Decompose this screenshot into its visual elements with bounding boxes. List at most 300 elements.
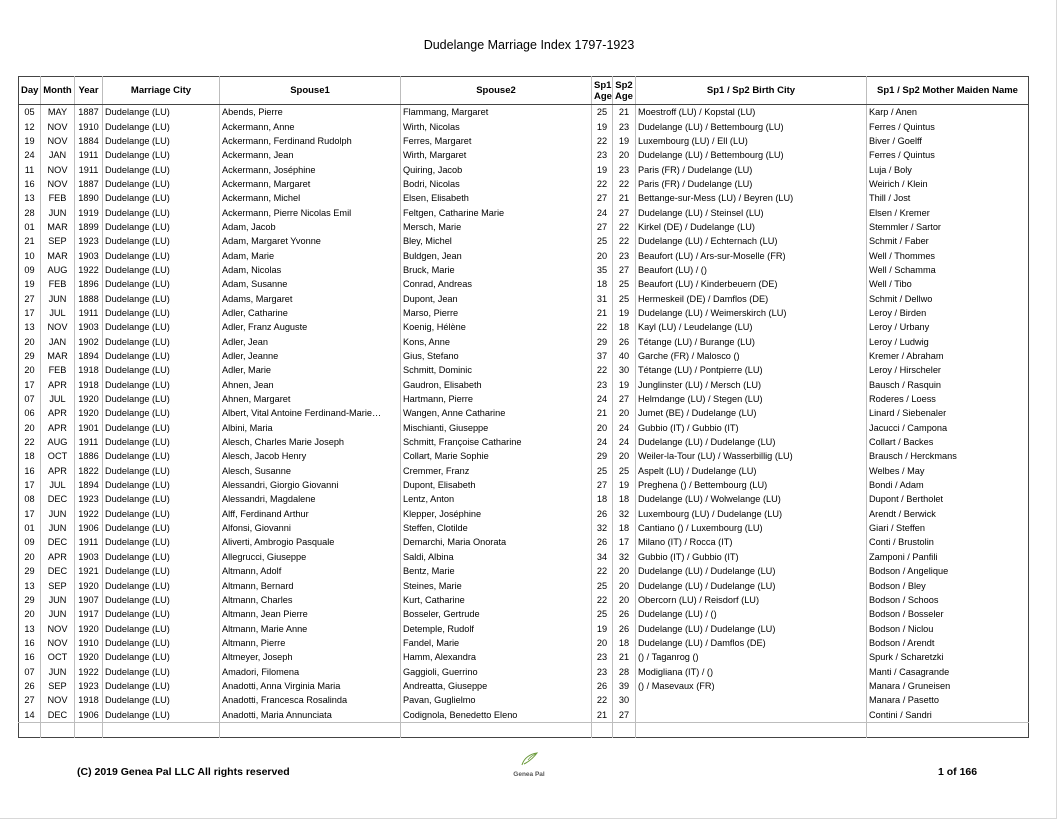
table-row bbox=[19, 363, 1029, 377]
cell-sp1-age: 24 bbox=[592, 205, 613, 219]
cell-marriage-city: Dudelange (LU) bbox=[103, 177, 220, 191]
table-row bbox=[19, 335, 1029, 349]
cell-sp1-age: 27 bbox=[592, 191, 613, 205]
cell-sp2-age: 20 bbox=[613, 148, 636, 162]
cell-year: 1920 bbox=[75, 578, 103, 592]
cell-spouse1: Anadotti, Francesca Rosalinda bbox=[220, 693, 401, 707]
cell-year: 1901 bbox=[75, 421, 103, 435]
cell-spouse1: Altmann, Pierre bbox=[220, 636, 401, 650]
cell-year: 1903 bbox=[75, 550, 103, 564]
cell-year: 1911 bbox=[75, 148, 103, 162]
cell-month: APR bbox=[41, 378, 75, 392]
cell-marriage-city: Dudelange (LU) bbox=[103, 478, 220, 492]
cell-birth-city: Dudelange (LU) / () bbox=[636, 607, 867, 621]
cell-birth-city: Dudelange (LU) / Dudelange (LU) bbox=[636, 435, 867, 449]
cell-spouse1: Ackermann, Anne bbox=[220, 119, 401, 133]
cell-sp2-age: 22 bbox=[613, 234, 636, 248]
cell-year: 1920 bbox=[75, 392, 103, 406]
cell-sp1-age: 27 bbox=[592, 220, 613, 234]
cell-year: 1887 bbox=[75, 105, 103, 120]
cell-marriage-city: Dudelange (LU) bbox=[103, 335, 220, 349]
cell-spouse2: Lentz, Anton bbox=[401, 492, 592, 506]
cell-spouse1: Adam, Nicolas bbox=[220, 263, 401, 277]
cell-day: 12 bbox=[24, 121, 35, 132]
cell-sp1-age: 24 bbox=[592, 435, 613, 449]
cell-sp2-age: 17 bbox=[613, 535, 636, 549]
cell-mother-maiden: Giari / Steffen bbox=[867, 521, 1029, 535]
cell-day: 16 bbox=[24, 652, 35, 663]
header-sp2-age-line2: Age bbox=[615, 90, 633, 102]
cell-sp2-age: 30 bbox=[613, 363, 636, 377]
cell-month: FEB bbox=[41, 191, 75, 205]
cell-spouse2: Steffen, Clotilde bbox=[401, 521, 592, 535]
cell-sp2-age: 30 bbox=[613, 693, 636, 707]
cell-year: 1918 bbox=[75, 363, 103, 377]
cell-birth-city: Moestroff (LU) / Kopstal (LU) bbox=[636, 105, 867, 120]
cell-mother-maiden: Manti / Casagrande bbox=[867, 664, 1029, 678]
cell-birth-city: Dudelange (LU) / Echternach (LU) bbox=[636, 234, 867, 248]
cell-year: 1920 bbox=[75, 650, 103, 664]
cell-birth-city: Hermeskeil (DE) / Damflos (DE) bbox=[636, 291, 867, 305]
cell-sp1-age: 22 bbox=[592, 177, 613, 191]
cell-sp2-age: 23 bbox=[613, 119, 636, 133]
header-sp1-age bbox=[592, 77, 613, 105]
cell-year: 1890 bbox=[75, 191, 103, 205]
cell-sp2-age: 18 bbox=[613, 636, 636, 650]
cell-birth-city bbox=[636, 693, 867, 707]
cell-year: 1886 bbox=[75, 449, 103, 463]
cell-spouse2: Andreatta, Giuseppe bbox=[401, 679, 592, 693]
cell-marriage-city: Dudelange (LU) bbox=[103, 378, 220, 392]
cell-sp1-age: 24 bbox=[592, 392, 613, 406]
cell-year: 1920 bbox=[75, 406, 103, 420]
cell-day: 29 bbox=[24, 594, 35, 605]
cell-marriage-city: Dudelange (LU) bbox=[103, 564, 220, 578]
cell-month: DEC bbox=[41, 707, 75, 722]
cell-month: NOV bbox=[41, 119, 75, 133]
cell-marriage-city: Dudelange (LU) bbox=[103, 119, 220, 133]
cell-birth-city: Kirkel (DE) / Dudelange (LU) bbox=[636, 220, 867, 234]
cell-marriage-city: Dudelange (LU) bbox=[103, 320, 220, 334]
cell-sp2-age: 20 bbox=[613, 578, 636, 592]
cell-mother-maiden: Leroy / Urbany bbox=[867, 320, 1029, 334]
cell-spouse2: Klepper, Joséphine bbox=[401, 507, 592, 521]
cell-day: 26 bbox=[24, 680, 35, 691]
table-row bbox=[19, 679, 1029, 693]
cell-spouse2: Mersch, Marie bbox=[401, 220, 592, 234]
cell-spouse2: Bley, Michel bbox=[401, 234, 592, 248]
page-number: 1 of 166 bbox=[938, 766, 978, 778]
cell-year: 1923 bbox=[75, 492, 103, 506]
cell-spouse1: Anadotti, Anna Virginia Maria bbox=[220, 679, 401, 693]
page-title: Dudelange Marriage Index 1797-1923 bbox=[423, 38, 635, 52]
cell-sp1-age: 26 bbox=[592, 507, 613, 521]
cell-empty bbox=[592, 722, 613, 737]
table-row bbox=[19, 664, 1029, 678]
cell-month: SEP bbox=[41, 234, 75, 248]
cell-spouse2: Schmitt, Françoise Catharine bbox=[401, 435, 592, 449]
cell-mother-maiden: Leroy / Ludwig bbox=[867, 335, 1029, 349]
cell-sp1-age: 19 bbox=[592, 162, 613, 176]
cell-day: 28 bbox=[24, 207, 35, 218]
cell-year: 1921 bbox=[75, 564, 103, 578]
table-row bbox=[19, 277, 1029, 291]
cell-sp2-age: 25 bbox=[613, 277, 636, 291]
table-row bbox=[19, 119, 1029, 133]
header-year: Year bbox=[75, 77, 103, 105]
cell-spouse1: Adam, Marie bbox=[220, 248, 401, 262]
cell-day: 16 bbox=[24, 178, 35, 189]
cell-mother-maiden: Jacucci / Campona bbox=[867, 421, 1029, 435]
cell-sp2-age: 23 bbox=[613, 162, 636, 176]
cell-spouse1: Adam, Margaret Yvonne bbox=[220, 234, 401, 248]
cell-marriage-city: Dudelange (LU) bbox=[103, 535, 220, 549]
cell-spouse2: Codignola, Benedetto Eleno bbox=[401, 707, 592, 722]
cell-year: 1894 bbox=[75, 478, 103, 492]
cell-sp2-age: 25 bbox=[613, 464, 636, 478]
cell-day: 16 bbox=[24, 637, 35, 648]
cell-sp1-age: 22 bbox=[592, 593, 613, 607]
cell-spouse1: Adler, Jeanne bbox=[220, 349, 401, 363]
cell-sp2-age: 19 bbox=[613, 478, 636, 492]
cell-birth-city: Obercorn (LU) / Reisdorf (LU) bbox=[636, 593, 867, 607]
cell-birth-city: Tétange (LU) / Pontpierre (LU) bbox=[636, 363, 867, 377]
cell-marriage-city: Dudelange (LU) bbox=[103, 277, 220, 291]
cell-birth-city: Luxembourg (LU) / Dudelange (LU) bbox=[636, 507, 867, 521]
cell-month: JUN bbox=[41, 607, 75, 621]
cell-day: 29 bbox=[24, 351, 35, 362]
cell-month: NOV bbox=[41, 636, 75, 650]
cell-year: 1822 bbox=[75, 464, 103, 478]
cell-month: JUN bbox=[41, 291, 75, 305]
header-sp2-age bbox=[613, 77, 636, 105]
cell-sp2-age: 19 bbox=[613, 378, 636, 392]
cell-day: 13 bbox=[24, 623, 35, 634]
cell-year: 1918 bbox=[75, 378, 103, 392]
table-row bbox=[19, 435, 1029, 449]
cell-birth-city: Dudelange (LU) / Bettembourg (LU) bbox=[636, 148, 867, 162]
cell-marriage-city: Dudelange (LU) bbox=[103, 464, 220, 478]
cell-day: 22 bbox=[24, 437, 35, 448]
cell-spouse2: Hamm, Alexandra bbox=[401, 650, 592, 664]
cell-birth-city: () / Masevaux (FR) bbox=[636, 679, 867, 693]
cell-sp2-age: 20 bbox=[613, 449, 636, 463]
cell-empty bbox=[401, 722, 592, 737]
cell-mother-maiden: Bodson / Schoos bbox=[867, 593, 1029, 607]
cell-spouse1: Altmann, Bernard bbox=[220, 578, 401, 592]
cell-spouse1: Abends, Pierre bbox=[220, 105, 401, 120]
cell-month: OCT bbox=[41, 650, 75, 664]
cell-sp1-age: 20 bbox=[592, 636, 613, 650]
cell-birth-city: Dudelange (LU) / Weimerskirch (LU) bbox=[636, 306, 867, 320]
cell-month: APR bbox=[41, 421, 75, 435]
table-row bbox=[19, 707, 1029, 722]
cell-mother-maiden: Bausch / Rasquin bbox=[867, 378, 1029, 392]
cell-spouse1: Albini, Maria bbox=[220, 421, 401, 435]
cell-month: JUN bbox=[41, 507, 75, 521]
cell-sp1-age: 22 bbox=[592, 320, 613, 334]
cell-mother-maiden: Weirich / Klein bbox=[867, 177, 1029, 191]
cell-mother-maiden: Thill / Jost bbox=[867, 191, 1029, 205]
table-row bbox=[19, 535, 1029, 549]
cell-sp1-age: 25 bbox=[592, 105, 613, 120]
table-row bbox=[19, 406, 1029, 420]
cell-empty bbox=[75, 722, 103, 737]
cell-spouse2: Wangen, Anne Catharine bbox=[401, 406, 592, 420]
cell-marriage-city: Dudelange (LU) bbox=[103, 664, 220, 678]
cell-day: 01 bbox=[24, 523, 35, 534]
cell-mother-maiden: Collart / Backes bbox=[867, 435, 1029, 449]
cell-spouse2: Quiring, Jacob bbox=[401, 162, 592, 176]
cell-sp1-age: 22 bbox=[592, 134, 613, 148]
cell-day: 01 bbox=[24, 221, 35, 232]
cell-spouse2: Cremmer, Franz bbox=[401, 464, 592, 478]
cell-sp2-age: 25 bbox=[613, 291, 636, 305]
cell-sp2-age: 21 bbox=[613, 191, 636, 205]
cell-year: 1911 bbox=[75, 162, 103, 176]
cell-day: 27 bbox=[24, 293, 35, 304]
table-row bbox=[19, 162, 1029, 176]
table-row bbox=[19, 134, 1029, 148]
cell-marriage-city: Dudelange (LU) bbox=[103, 679, 220, 693]
cell-day: 20 bbox=[24, 336, 35, 347]
cell-spouse1: Ackermann, Michel bbox=[220, 191, 401, 205]
cell-marriage-city: Dudelange (LU) bbox=[103, 550, 220, 564]
header-spouse2: Spouse2 bbox=[401, 77, 592, 105]
cell-spouse2: Kurt, Catharine bbox=[401, 593, 592, 607]
cell-spouse1: Adam, Jacob bbox=[220, 220, 401, 234]
table-header-row bbox=[19, 77, 1029, 105]
cell-sp1-age: 23 bbox=[592, 664, 613, 678]
cell-day: 20 bbox=[24, 609, 35, 620]
cell-birth-city: Paris (FR) / Dudelange (LU) bbox=[636, 162, 867, 176]
cell-year: 1917 bbox=[75, 607, 103, 621]
cell-marriage-city: Dudelange (LU) bbox=[103, 421, 220, 435]
table-row bbox=[19, 220, 1029, 234]
cell-month: AUG bbox=[41, 263, 75, 277]
cell-sp2-age: 32 bbox=[613, 550, 636, 564]
cell-spouse2: Steines, Marie bbox=[401, 578, 592, 592]
cell-year: 1887 bbox=[75, 177, 103, 191]
cell-sp2-age: 26 bbox=[613, 335, 636, 349]
header-spouse1: Spouse1 bbox=[220, 77, 401, 105]
cell-spouse2: Saldi, Albina bbox=[401, 550, 592, 564]
cell-sp1-age: 26 bbox=[592, 679, 613, 693]
marriage-index-table bbox=[18, 76, 1029, 738]
table-row bbox=[19, 392, 1029, 406]
cell-marriage-city: Dudelange (LU) bbox=[103, 363, 220, 377]
cell-marriage-city: Dudelange (LU) bbox=[103, 162, 220, 176]
cell-marriage-city: Dudelange (LU) bbox=[103, 406, 220, 420]
cell-birth-city: Gubbio (IT) / Gubbio (IT) bbox=[636, 421, 867, 435]
cell-spouse1: Adler, Jean bbox=[220, 335, 401, 349]
cell-marriage-city: Dudelange (LU) bbox=[103, 593, 220, 607]
table-row bbox=[19, 291, 1029, 305]
cell-spouse1: Altmann, Adolf bbox=[220, 564, 401, 578]
cell-sp2-age: 39 bbox=[613, 679, 636, 693]
cell-spouse1: Amadori, Filomena bbox=[220, 664, 401, 678]
cell-sp1-age: 21 bbox=[592, 707, 613, 722]
cell-day: 17 bbox=[24, 307, 35, 318]
cell-spouse1: Aliverti, Ambrogio Pasquale bbox=[220, 535, 401, 549]
cell-spouse1: Albert, Vital Antoine Ferdinand-Marie… bbox=[220, 406, 401, 420]
cell-sp1-age: 21 bbox=[592, 306, 613, 320]
cell-spouse2: Flammang, Margaret bbox=[401, 105, 592, 120]
cell-spouse2: Collart, Marie Sophie bbox=[401, 449, 592, 463]
cell-mother-maiden: Schmit / Dellwo bbox=[867, 291, 1029, 305]
cell-year: 1899 bbox=[75, 220, 103, 234]
cell-month: NOV bbox=[41, 693, 75, 707]
cell-month: APR bbox=[41, 406, 75, 420]
cell-year: 1923 bbox=[75, 234, 103, 248]
cell-spouse2: Pavan, Guglielmo bbox=[401, 693, 592, 707]
table-row bbox=[19, 234, 1029, 248]
cell-mother-maiden: Well / Tibo bbox=[867, 277, 1029, 291]
cell-birth-city: Paris (FR) / Dudelange (LU) bbox=[636, 177, 867, 191]
cell-month: NOV bbox=[41, 621, 75, 635]
cell-sp1-age: 37 bbox=[592, 349, 613, 363]
cell-sp1-age: 19 bbox=[592, 119, 613, 133]
cell-birth-city: Preghena () / Bettembourg (LU) bbox=[636, 478, 867, 492]
table-row bbox=[19, 177, 1029, 191]
cell-mother-maiden: Contini / Sandri bbox=[867, 707, 1029, 722]
cell-day: 21 bbox=[24, 236, 35, 247]
cell-day: 27 bbox=[24, 695, 35, 706]
cell-sp1-age: 29 bbox=[592, 449, 613, 463]
cell-day: 29 bbox=[24, 566, 35, 577]
cell-mother-maiden: Dupont / Bertholet bbox=[867, 492, 1029, 506]
cell-day: 08 bbox=[24, 494, 35, 505]
cell-spouse2: Ferres, Margaret bbox=[401, 134, 592, 148]
cell-spouse1: Ackermann, Pierre Nicolas Emil bbox=[220, 205, 401, 219]
cell-spouse1: Adams, Margaret bbox=[220, 291, 401, 305]
cell-marriage-city: Dudelange (LU) bbox=[103, 621, 220, 635]
cell-mother-maiden: Brausch / Herckmans bbox=[867, 449, 1029, 463]
cell-year: 1911 bbox=[75, 435, 103, 449]
cell-spouse2: Marso, Pierre bbox=[401, 306, 592, 320]
cell-sp1-age: 34 bbox=[592, 550, 613, 564]
table-row bbox=[19, 449, 1029, 463]
cell-birth-city: Beaufort (LU) / () bbox=[636, 263, 867, 277]
cell-sp2-age: 27 bbox=[613, 707, 636, 722]
cell-birth-city: Garche (FR) / Malosco () bbox=[636, 349, 867, 363]
cell-mother-maiden: Kremer / Abraham bbox=[867, 349, 1029, 363]
cell-marriage-city: Dudelange (LU) bbox=[103, 263, 220, 277]
cell-birth-city: Helmdange (LU) / Stegen (LU) bbox=[636, 392, 867, 406]
cell-birth-city: Dudelange (LU) / Dudelange (LU) bbox=[636, 578, 867, 592]
cell-mother-maiden: Schmit / Faber bbox=[867, 234, 1029, 248]
cell-spouse2: Bruck, Marie bbox=[401, 263, 592, 277]
cell-day: 17 bbox=[24, 379, 35, 390]
header-sp1-age-line1: Sp1 bbox=[594, 79, 612, 91]
cell-birth-city: Kayl (LU) / Leudelange (LU) bbox=[636, 320, 867, 334]
cell-birth-city: Luxembourg (LU) / Ell (LU) bbox=[636, 134, 867, 148]
cell-sp1-age: 22 bbox=[592, 693, 613, 707]
cell-sp2-age: 27 bbox=[613, 392, 636, 406]
cell-mother-maiden: Conti / Brustolin bbox=[867, 535, 1029, 549]
cell-spouse1: Alesch, Jacob Henry bbox=[220, 449, 401, 463]
cell-sp1-age: 23 bbox=[592, 650, 613, 664]
cell-marriage-city: Dudelange (LU) bbox=[103, 636, 220, 650]
table-row bbox=[19, 564, 1029, 578]
cell-sp1-age: 21 bbox=[592, 406, 613, 420]
table-row bbox=[19, 693, 1029, 707]
cell-birth-city: Dudelange (LU) / Dudelange (LU) bbox=[636, 621, 867, 635]
cell-month: NOV bbox=[41, 177, 75, 191]
cell-day: 20 bbox=[24, 365, 35, 376]
cell-sp2-age: 22 bbox=[613, 220, 636, 234]
cell-month: DEC bbox=[41, 492, 75, 506]
table-row bbox=[19, 306, 1029, 320]
cell-day: 05 bbox=[24, 107, 35, 118]
cell-sp1-age: 26 bbox=[592, 535, 613, 549]
table-row bbox=[19, 521, 1029, 535]
cell-month: FEB bbox=[41, 363, 75, 377]
cell-spouse2: Gius, Stefano bbox=[401, 349, 592, 363]
cell-sp2-age: 20 bbox=[613, 564, 636, 578]
cell-birth-city: Dudelange (LU) / Damflos (DE) bbox=[636, 636, 867, 650]
cell-mother-maiden: Well / Thommes bbox=[867, 248, 1029, 262]
cell-birth-city: () / Taganrog () bbox=[636, 650, 867, 664]
cell-sp1-age: 25 bbox=[592, 464, 613, 478]
cell-year: 1923 bbox=[75, 679, 103, 693]
cell-marriage-city: Dudelange (LU) bbox=[103, 521, 220, 535]
cell-birth-city: Bettange-sur-Mess (LU) / Beyren (LU) bbox=[636, 191, 867, 205]
cell-spouse1: Alesch, Charles Marie Joseph bbox=[220, 435, 401, 449]
cell-sp1-age: 25 bbox=[592, 607, 613, 621]
cell-mother-maiden: Linard / Siebenaler bbox=[867, 406, 1029, 420]
cell-sp1-age: 25 bbox=[592, 234, 613, 248]
cell-year: 1918 bbox=[75, 693, 103, 707]
cell-year: 1906 bbox=[75, 707, 103, 722]
table-row-empty bbox=[19, 722, 1029, 737]
cell-mother-maiden: Bodson / Angelique bbox=[867, 564, 1029, 578]
cell-year: 1911 bbox=[75, 306, 103, 320]
cell-spouse2: Feltgen, Catharine Marie bbox=[401, 205, 592, 219]
cell-empty bbox=[103, 722, 220, 737]
cell-month: JUL bbox=[41, 478, 75, 492]
cell-year: 1920 bbox=[75, 621, 103, 635]
cell-spouse2: Gaggioli, Guerrino bbox=[401, 664, 592, 678]
cell-spouse2: Detemple, Rudolf bbox=[401, 621, 592, 635]
cell-sp2-age: 18 bbox=[613, 492, 636, 506]
cell-sp1-age: 35 bbox=[592, 263, 613, 277]
cell-sp1-age: 18 bbox=[592, 277, 613, 291]
cell-empty bbox=[41, 722, 75, 737]
cell-mother-maiden: Biver / Goelff bbox=[867, 134, 1029, 148]
cell-year: 1894 bbox=[75, 349, 103, 363]
cell-sp1-age: 25 bbox=[592, 578, 613, 592]
table-row bbox=[19, 248, 1029, 262]
cell-sp1-age: 19 bbox=[592, 621, 613, 635]
cell-day: 10 bbox=[24, 250, 35, 261]
cell-month: DEC bbox=[41, 535, 75, 549]
cell-marriage-city: Dudelange (LU) bbox=[103, 349, 220, 363]
cell-mother-maiden: Manara / Pasetto bbox=[867, 693, 1029, 707]
cell-spouse2: Conrad, Andreas bbox=[401, 277, 592, 291]
cell-year: 1910 bbox=[75, 636, 103, 650]
cell-marriage-city: Dudelange (LU) bbox=[103, 148, 220, 162]
cell-marriage-city: Dudelange (LU) bbox=[103, 707, 220, 722]
cell-month: MAY bbox=[41, 105, 75, 120]
cell-spouse1: Adler, Marie bbox=[220, 363, 401, 377]
cell-month: APR bbox=[41, 464, 75, 478]
cell-sp2-age: 27 bbox=[613, 263, 636, 277]
cell-spouse2: Kons, Anne bbox=[401, 335, 592, 349]
cell-birth-city bbox=[636, 707, 867, 722]
cell-sp2-age: 24 bbox=[613, 435, 636, 449]
cell-mother-maiden: Welbes / May bbox=[867, 464, 1029, 478]
